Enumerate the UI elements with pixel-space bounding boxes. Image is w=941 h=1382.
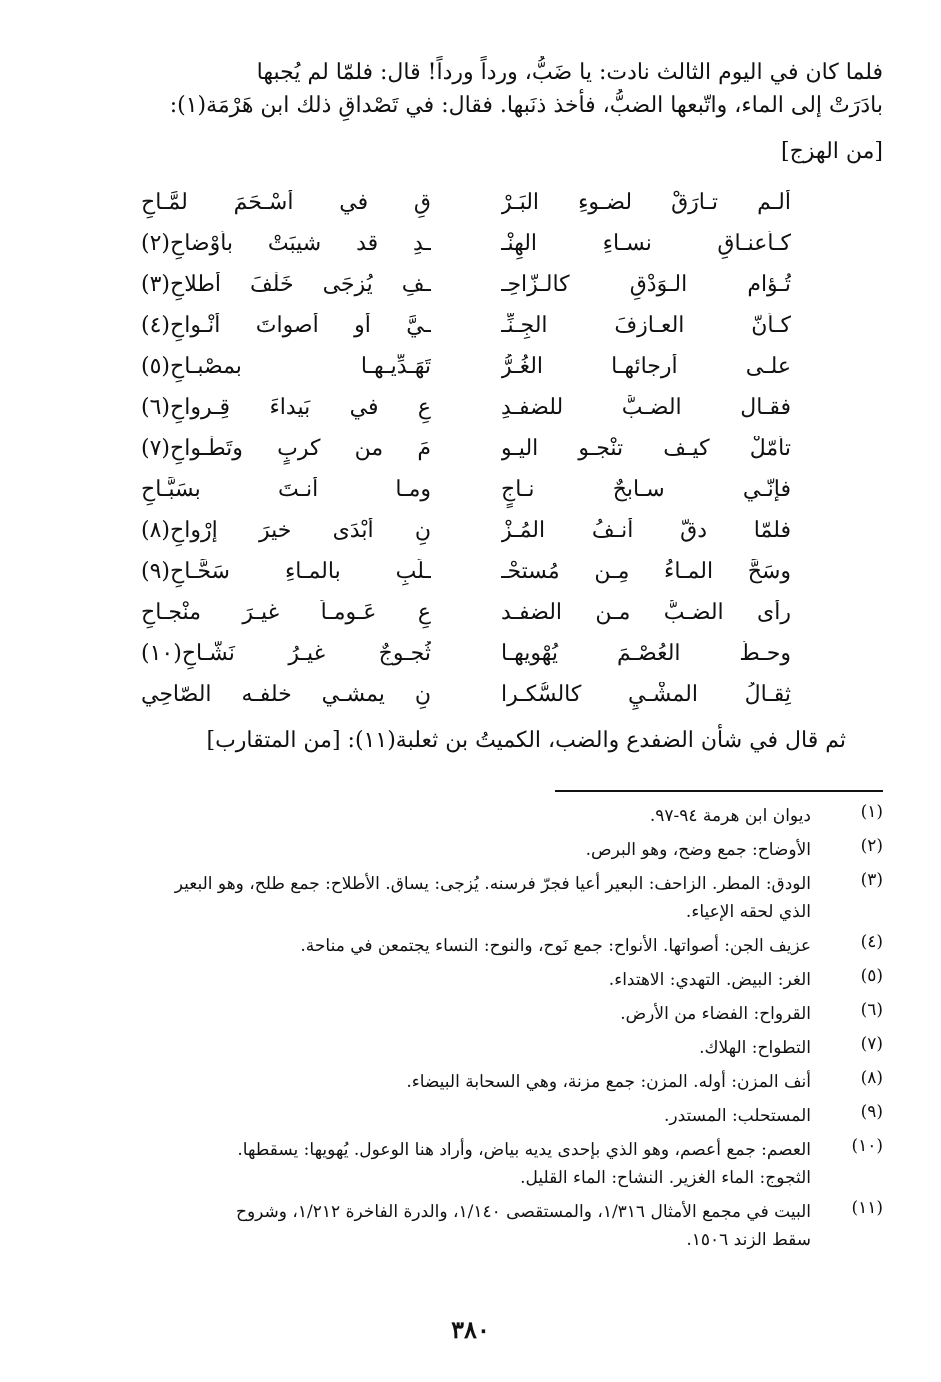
footnote-text: العصم: جمع أعصم، وهو الذي بإحدى يديه بياض، وأراد هنا الوعول. يُهويها: يسقطها. bbox=[237, 1140, 811, 1160]
verse-second-hemistich: عِ عَـومـاً غيـرَ منْجـاحِ bbox=[141, 600, 431, 625]
verse-second-hemistich: نِ أبْدَى خيرَ إرْواحِ(٨) bbox=[141, 518, 431, 543]
poem-verse bbox=[141, 190, 791, 231]
verse-second-hemistich: تَهَـدِّيـهـا بمصْبـاحِ(٥) bbox=[141, 354, 431, 379]
footnote bbox=[100, 1034, 883, 1062]
poem-verse bbox=[141, 518, 791, 559]
poem bbox=[141, 190, 791, 723]
verse-first-hemistich: رأى الضـبُّ مـن الضفـد bbox=[501, 600, 791, 625]
footnote-number: (١٠) bbox=[851, 1136, 883, 1156]
poem-verse bbox=[141, 559, 791, 600]
verse-first-hemistich: علـى أرجائهـا الغُـرُّ bbox=[501, 354, 791, 379]
verse-second-hemistich: ومـا أنـتَ بسَبَّـاحِ bbox=[141, 477, 431, 502]
poem-verse bbox=[141, 682, 791, 723]
verse-second-hemistich: ـفِ يُزجَى خَلْفَ أطلاحِ(٣) bbox=[141, 272, 431, 297]
verse-first-hemistich: ألـم تـارَقْ لضـوءِ البَـرْ bbox=[501, 190, 791, 215]
poem-verse bbox=[141, 477, 791, 518]
footnote bbox=[100, 1068, 883, 1096]
footnote-text: الودق: المطر. الزاحف: البعير أعيا فجرّ فرسنه. يُزجى: يساق. الأطلاح: جمع طلح، وهو البعير bbox=[174, 874, 811, 894]
verse-first-hemistich: وحـطَّ العُصْـمَ يُهْويهـا bbox=[501, 641, 791, 666]
poem-verse bbox=[141, 600, 791, 641]
prose-line: فلما كان في اليوم الثالث نادت: يا ضَبُّ، ورداً ورداً! قال: فلمّا لم يُجبها bbox=[256, 60, 883, 85]
footnote-text: ديوان ابن هرمة ٩٤-٩٧. bbox=[649, 806, 811, 826]
footnote-text: التطواح: الهلاك. bbox=[699, 1038, 811, 1058]
verse-first-hemistich: تُـؤام الـوَدْقِ كالـزّاحِـ bbox=[501, 272, 791, 297]
footnote-number: (٥) bbox=[860, 966, 883, 986]
footnote bbox=[100, 836, 883, 864]
footnote bbox=[100, 932, 883, 960]
closing-line: ثم قال في شأن الضفدع والضب، الكميتُ بن ثعلبة(١١): [من المتقارب] bbox=[206, 728, 846, 753]
footnote bbox=[100, 1136, 883, 1192]
poem-verse bbox=[141, 313, 791, 354]
verse-second-hemistich: مَ من كربٍ وتَطْـواحِ(٧) bbox=[141, 436, 431, 461]
verse-first-hemistich: تأمّلْ كيـف تنْجـو اليـو bbox=[501, 436, 791, 461]
footnote-number: (٦) bbox=[860, 1000, 883, 1020]
poem-verse bbox=[141, 436, 791, 477]
prose-line: بادَرَتْ إلى الماء، واتّبعها الضبُّ، فأخذ ذنَبها. فقال: في تَصْداقِ ذلك ابن هَرْمَة(١): bbox=[169, 93, 883, 118]
meter-label: [من الهزج] bbox=[781, 139, 883, 164]
footnote bbox=[100, 870, 883, 926]
verse-second-hemistich: قِ في أسْـحَمَ لمَّـاحِ bbox=[141, 190, 431, 215]
verse-first-hemistich: فلمّا دقّ أنـفُ المُـزْ bbox=[501, 518, 791, 543]
footnote-number: (٧) bbox=[860, 1034, 883, 1054]
footnote-text: القرواح: الفضاء من الأرض. bbox=[620, 1004, 811, 1024]
footnote-continuation: الثجوج: الماء الغزير. النشاح: الماء القليل. bbox=[520, 1168, 811, 1188]
poem-verse bbox=[141, 641, 791, 682]
footnote-number: (٤) bbox=[860, 932, 883, 952]
footnote-number: (٨) bbox=[860, 1068, 883, 1088]
footnote-text: أنف المزن: أوله. المزن: جمع مزنة، وهي السحابة البيضاء. bbox=[406, 1072, 811, 1092]
verse-second-hemistich: عِ في بَيداءَ قِـرواحِ(٦) bbox=[141, 395, 431, 420]
footnote-body bbox=[100, 1136, 811, 1192]
footnote bbox=[100, 1000, 883, 1028]
verse-second-hemistich: ـلَبِ بالمـاءِ سَحَّـاحِ(٩) bbox=[141, 559, 431, 584]
footnote bbox=[100, 1102, 883, 1130]
footnote-text: الأوضاح: جمع وضح، وهو البرص. bbox=[585, 840, 811, 860]
prose-paragraph bbox=[100, 56, 883, 122]
page-number: ٣٨٠ bbox=[451, 1315, 490, 1344]
verse-first-hemistich: وسَحَّ المـاءُ مِـن مُستحْـ bbox=[501, 559, 791, 584]
verse-first-hemistich: كـأنّ العـازفَ الجِـنِّـ bbox=[501, 313, 791, 338]
footnote-body bbox=[100, 1198, 811, 1254]
footnote-number: (٢) bbox=[860, 836, 883, 856]
footnote-text: الغر: البيض. التهدي: الاهتداء. bbox=[608, 970, 811, 990]
footnote-body bbox=[100, 870, 811, 926]
footnote-number: (٣) bbox=[860, 870, 883, 890]
footnote-text: البيت في مجمع الأمثال ١/٣١٦، والمستقصى ١/١٤٠، والدرة الفاخرة ١/٢١٢، وشروح bbox=[235, 1202, 811, 1222]
footnote-text: المستحلب: المستدر. bbox=[663, 1106, 811, 1126]
verse-first-hemistich: ثِقـالُ المشْـيِ كالسُّكـرا bbox=[501, 682, 791, 707]
footnote-continuation: الذي لحقه الإعياء. bbox=[685, 902, 811, 922]
footnote bbox=[100, 1198, 883, 1254]
verse-second-hemistich: نِ يمشـي خلفـه الصّاحِي bbox=[141, 682, 431, 707]
verse-second-hemistich: ـدِ قد شيبَتْ بأوْضاحِ(٢) bbox=[141, 231, 431, 256]
footnote bbox=[100, 802, 883, 830]
verse-first-hemistich: فإنّـي سـابحٌ نـاجٍ bbox=[501, 477, 791, 502]
footnote-continuation: سقط الزند ١٥٠٦. bbox=[686, 1230, 811, 1250]
footnote bbox=[100, 966, 883, 994]
footnote-number: (٩) bbox=[860, 1102, 883, 1122]
verse-first-hemistich: فقـال الضـبُّ للضفـدِ bbox=[501, 395, 791, 420]
poem-verse bbox=[141, 272, 791, 313]
verse-second-hemistich: ـيَّ أو أصواتَ أنْـواحِ(٤) bbox=[141, 313, 431, 338]
footnote-number: (١) bbox=[860, 802, 883, 822]
poem-verse bbox=[141, 354, 791, 395]
footnote-number: (١١) bbox=[851, 1198, 883, 1218]
footnotes bbox=[100, 802, 883, 1260]
poem-verse bbox=[141, 231, 791, 272]
verse-second-hemistich: ثُجـوجٌ غيـرُ نَشّـاحِ(١٠) bbox=[141, 641, 431, 666]
footnote-divider bbox=[555, 790, 883, 792]
footnote-text: عزيف الجن: أصواتها. الأنواح: جمع نَوح، والنوح: النساء يجتمعن في مناحة. bbox=[300, 936, 811, 956]
poem-verse bbox=[141, 395, 791, 436]
verse-first-hemistich: كـأعنـاقِ نسـاءِ الهِنْـ bbox=[501, 231, 791, 256]
